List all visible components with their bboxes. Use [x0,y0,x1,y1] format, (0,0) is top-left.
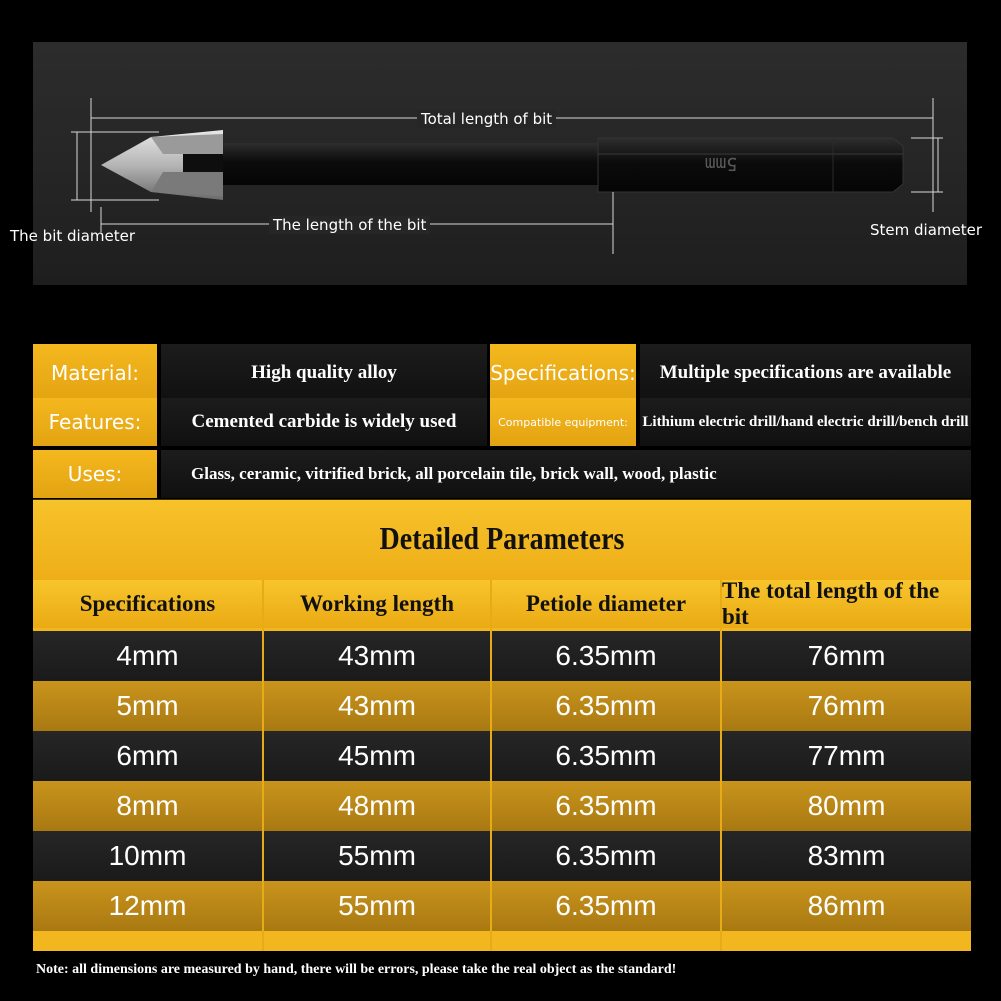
cell-spec: 4mm [116,640,179,671]
header-specifications: Specifications [33,580,262,628]
column-divider [262,580,264,951]
bit-length-label: The length of the bit [269,216,430,234]
drill-bit-illustration [33,42,967,285]
specifications-value: Multiple specifications are available [640,344,971,402]
cell-total-length: 83mm [807,840,886,871]
table-row [33,831,971,881]
cell-total-length: 76mm [807,690,886,721]
cell-spec: 8mm [116,790,179,821]
table-row [33,781,971,831]
material-value: High quality alloy [161,344,487,402]
table-row [33,631,971,681]
cell-petiole-diameter: 6.35mm [555,790,657,821]
cell-total-length: 77mm [807,740,886,771]
table-row [33,731,971,781]
header-working-length: Working length [264,580,490,628]
bit-shank [173,143,633,185]
material-label: Material: [33,344,157,402]
measurement-note: Note: all dimensions are measured by hand, there will be errors, please take the real object as the standard! [36,962,677,977]
header-total-length: The total length of the bit [722,580,971,628]
cell-total-length: 76mm [807,640,886,671]
cell-total-length: 86mm [807,890,886,921]
svg-text:5mm: 5mm [704,153,738,174]
cell-working-length: 43mm [338,640,416,671]
column-divider [490,580,492,951]
bit-diameter-label: The bit diameter [10,227,136,245]
parameters-table [33,505,971,951]
compatible-label: Compatible equipment: [490,398,636,446]
uses-label: Uses: [33,450,157,498]
uses-value: Glass, ceramic, vitrified brick, all porcelain tile, brick wall, wood, plastic [161,450,971,498]
column-divider [720,580,722,951]
cell-petiole-diameter: 6.35mm [555,890,657,921]
cell-total-length: 80mm [807,790,886,821]
cell-petiole-diameter: 6.35mm [555,640,657,671]
header-petiole-diameter: Petiole diameter [492,580,720,628]
table-row [33,681,971,731]
cell-working-length: 55mm [338,840,416,871]
bit-hex-stem [598,138,903,192]
features-label: Features: [33,398,157,446]
specifications-label: Specifications: [490,344,636,402]
table-row [33,881,971,931]
cell-working-length: 55mm [338,890,416,921]
product-diagram [33,42,967,285]
cell-spec: 6mm [116,740,179,771]
cell-spec: 10mm [108,840,187,871]
cell-petiole-diameter: 6.35mm [555,690,657,721]
cell-spec: 5mm [116,690,179,721]
cell-working-length: 48mm [338,790,416,821]
cell-spec: 12mm [108,890,187,921]
stem-diameter-label: Stem diameter [870,221,983,239]
parameters-title: Detailed Parameters [33,500,971,581]
cell-working-length: 45mm [338,740,416,771]
total-length-label: Total length of bit [417,110,556,128]
compatible-value: Lithium electric drill/hand electric drill/bench drill [640,398,971,446]
cell-petiole-diameter: 6.35mm [555,840,657,871]
cell-working-length: 43mm [338,690,416,721]
cell-petiole-diameter: 6.35mm [555,740,657,771]
features-value: Cemented carbide is widely used [161,398,487,446]
